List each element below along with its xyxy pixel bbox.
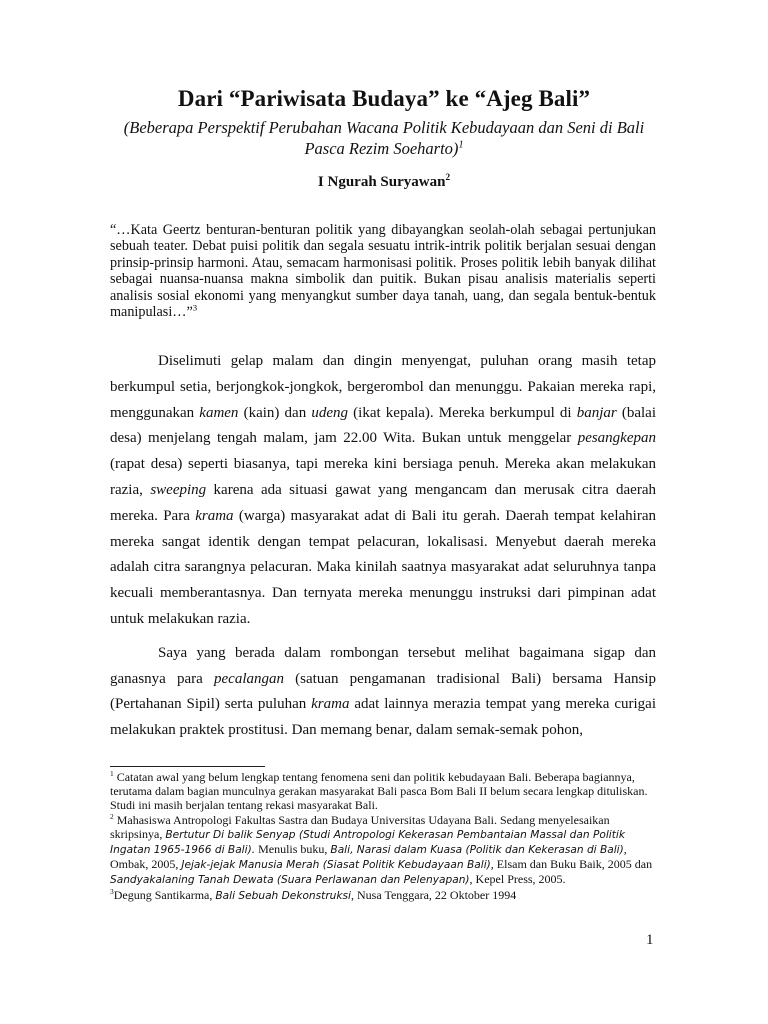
footnote-ref-2[interactable]: 2 xyxy=(445,173,451,183)
footnote-text: , Kepel Press, 2005. xyxy=(469,872,566,887)
text-run: (satuan pengamanan tradisional Bali) bersama Hansip (Pertahanan Sipil) serta puluhan xyxy=(110,670,656,713)
book-title: Sandyakalaning Tanah Dewata (Suara Perlawanan dan Pelenyapan) xyxy=(110,874,470,887)
term-kamen: kamen xyxy=(199,404,239,421)
footnote-text: , Nusa Tenggara, 22 Oktober 1994 xyxy=(351,887,517,902)
term-krama: krama xyxy=(195,507,234,524)
footnote-1 xyxy=(110,770,656,813)
text-run: Diselimuti gelap malam dan dingin menyengat, puluhan orang masih tetap berkumpul setia, berjongkok-jongkok, bergerombol dan menunggu. Pakaian mereka rapi, menggunakan xyxy=(110,353,656,421)
footnote-3 xyxy=(110,888,656,903)
text-run: (balai desa) menjelang tengah malam, jam 22.00 Wita. Bukan untuk menggelar xyxy=(110,404,656,447)
subtitle xyxy=(110,117,658,159)
footnote-text: Mahasiswa Antropologi Fakultas Sastra dan Budaya Universitas Udayana Bali. Sedang menyelesaikan skripsinya, xyxy=(110,812,610,841)
term-udeng: udeng xyxy=(311,404,349,421)
footnote-text: Degung Santikarma, xyxy=(113,887,216,902)
epigraph-quote xyxy=(110,222,656,320)
text-run: karena ada situasi gawat yang mengancam dan merusak citra daerah mereka. Para xyxy=(110,481,656,524)
page-title: Dari “Pariwisata Budaya” ke “Ajeg Bali” xyxy=(177,86,591,111)
footnote-text: Catatan awal yang belum lengkap tentang fenomena seni dan politik kebudayaan Bali. Beberapa bagiannya, terutama dalam bagian munculnya gerakan masyarakat Bali pasca Bom Bali II belum secara lengkap dituliskan. Studi ini masih berjalan tentang rekasi masyarakat Bali. xyxy=(110,770,648,813)
body-text xyxy=(110,349,656,744)
footnote-2 xyxy=(110,813,656,888)
book-title: Jejak-jejak Manusia Merah (Siasat Politik Kebudayaan Bali) xyxy=(181,859,491,872)
footnote-text: , Ombak, 2005, xyxy=(110,842,627,872)
footnote-marker: 1 xyxy=(110,769,114,778)
page-number: 1 xyxy=(646,932,654,948)
author-name xyxy=(0,174,768,191)
body-paragraph-2 xyxy=(110,641,656,744)
footnote-text: Menulis buku, xyxy=(255,842,331,857)
term-pecalangan: pecalangan xyxy=(214,670,284,687)
article-title: Bali Sebuah Dekonstruksi xyxy=(215,889,351,902)
text-run: adat lainnya merazia tempat yang mereka curigai melakukan praktek prostitusi. Dan memang benar, dalam semak-semak pohon, xyxy=(110,696,656,739)
footnotes xyxy=(110,770,656,903)
text-run: Saya yang berada dalam rombongan tersebut melihat bagaimana sigap dan ganasnya para xyxy=(110,644,656,687)
term-banjar: banjar xyxy=(576,404,617,421)
subtitle-text: (Beberapa Perspektif Perubahan Wacana Politik Kebudayaan dan Seni di Bali Pasca Rezim Soeharto) xyxy=(123,118,645,158)
author-text: I Ngurah Suryawan xyxy=(317,174,446,190)
term-pesangkepan: pesangkepan xyxy=(577,430,656,447)
footnote-ref-1[interactable]: 1 xyxy=(458,139,464,151)
text-run: (warga) masyarakat adat di Bali itu gerah. Daerah tempat kelahiran mereka sangat identik dengan tempat pelacuran, lokalisasi. Menyebut daerah mereka adalah citra sarangnya pelacuran. Maka kinilah saatnya masyarakat adat seluruhnya tanpa kecuali memberantasnya. Dan ternyata mereka menunggu instruksi dari pimpinan adat untuk melakukan razia. xyxy=(110,507,656,627)
term-sweeping: sweeping xyxy=(150,481,207,498)
term-krama: krama xyxy=(311,696,350,713)
text-run: (ikat kepala). Mereka berkumpul di xyxy=(348,404,577,421)
footnote-divider xyxy=(110,766,265,767)
footnote-ref-3[interactable]: 3 xyxy=(192,302,198,313)
text-run: (kain) dan xyxy=(238,404,312,421)
text-run: (rapat desa) seperti biasanya, tapi mereka kini bersiaga penuh. Mereka akan melakukan razia, xyxy=(110,456,656,498)
footnote-marker: 3 xyxy=(110,886,114,896)
thesis-title: Bertutur Di balik Senyap (Studi Antropologi Kekerasan Pembantaian Massal dan Politik Ingatan 1965-1966 di Bali). xyxy=(110,828,625,857)
epigraph-text: “…Kata Geertz benturan-benturan politik yang dibayangkan seolah-olah sebagai pertunjukan sebuah teater. Debat puisi politik dan segala sesuatu intrik-intrik politik berjalan sesuai dengan prinsip-prinsip harmoni. Atau, semacam harmonisasi politik. Proses politik lebih banyak dilihat sebagai nuansa-nuansa makna simbolik dan puitik. Bukan pisau analisis materialis seperti analisis sosial ekonomi yang menyangkut sumber daya tanah, uang, dan segala bentuk-bentuk manipulasi…” xyxy=(110,222,656,321)
book-title: Bali, Narasi dalam Kuasa (Politik dan Kekerasan di Bali) xyxy=(330,844,624,857)
footnote-text: , Elsam dan Buku Baik, 2005 dan xyxy=(490,857,653,872)
footnote-marker: 2 xyxy=(110,811,114,821)
body-paragraph-1 xyxy=(110,349,656,633)
